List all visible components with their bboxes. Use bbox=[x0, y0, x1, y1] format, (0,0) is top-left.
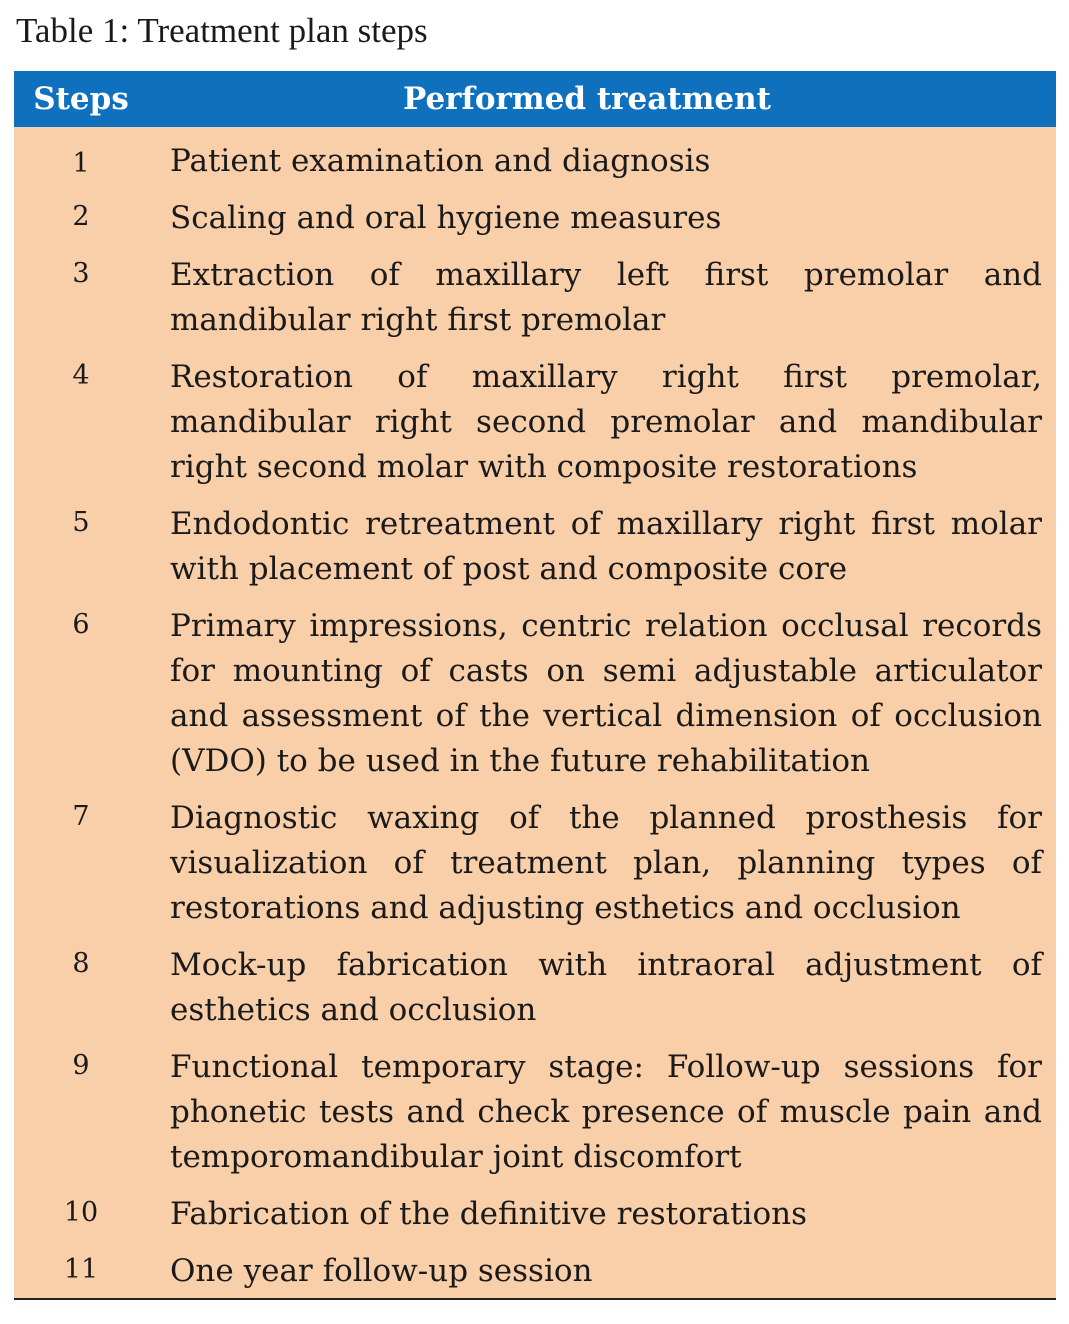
header-row bbox=[14, 71, 1056, 127]
header-performed-treatment: Performed treatment bbox=[402, 81, 772, 117]
table-caption: Table 1: Treatment plan steps bbox=[16, 11, 428, 50]
step-treatment: Patient examination and diagnosis bbox=[170, 143, 711, 179]
step-treatment: Extraction of maxillary left first premolar and mandibular right first premolar bbox=[170, 257, 1042, 338]
step-treatment: Scaling and oral hygiene measures bbox=[170, 200, 722, 236]
table-row bbox=[14, 1243, 1056, 1298]
step-treatment: Endodontic retreatment of maxillary right first molar with placement of post and composite core bbox=[170, 506, 1042, 587]
step-treatment: Restoration of maxillary right first premolar, mandibular right second premolar and mandibular right second molar with composite restorations bbox=[170, 359, 1042, 485]
table-header bbox=[14, 71, 1056, 127]
step-treatment: Functional temporary stage: Follow-up sessions for phonetic tests and check presence of muscle pain and temporomandibular joint discomfort bbox=[170, 1049, 1042, 1175]
table-row bbox=[14, 247, 1056, 349]
table-body bbox=[14, 127, 1056, 1298]
step-treatment: Mock-up fabrication with intraoral adjustment of esthetics and occlusion bbox=[170, 947, 1042, 1028]
table-bottom-rule bbox=[14, 1298, 1056, 1300]
step-number: 3 bbox=[72, 258, 90, 289]
table-row bbox=[14, 790, 1056, 937]
step-number: 4 bbox=[72, 360, 90, 391]
table-row bbox=[14, 1039, 1056, 1186]
step-number: 8 bbox=[72, 948, 90, 979]
step-number: 7 bbox=[72, 801, 90, 832]
table-row bbox=[14, 598, 1056, 790]
header-steps: Steps bbox=[33, 81, 129, 117]
step-number: 10 bbox=[63, 1197, 99, 1228]
step-number: 2 bbox=[72, 201, 90, 232]
table-row bbox=[14, 1186, 1056, 1243]
table-row bbox=[14, 937, 1056, 1039]
step-treatment: One year follow-up session bbox=[170, 1253, 593, 1289]
step-treatment: Fabrication of the definitive restorations bbox=[170, 1196, 808, 1232]
step-number: 5 bbox=[72, 507, 90, 538]
step-number: 1 bbox=[72, 148, 90, 179]
table-row bbox=[14, 349, 1056, 496]
table-row bbox=[14, 127, 1056, 190]
step-treatment: Diagnostic waxing of the planned prosthesis for visualization of treatment plan, planning types of restorations and adjusting esthetics and occlusion bbox=[170, 800, 1042, 926]
table-row bbox=[14, 190, 1056, 247]
treatment-plan-table bbox=[14, 71, 1056, 1300]
step-treatment: Primary impressions, centric relation occlusal records for mounting of casts on semi adjustable articulator and assessment of the vertical dimension of occlusion (VDO) to be used in the future rehabilitation bbox=[170, 608, 1042, 779]
step-number: 11 bbox=[63, 1254, 99, 1285]
table-row bbox=[14, 496, 1056, 598]
step-number: 9 bbox=[72, 1050, 90, 1081]
step-number: 6 bbox=[72, 609, 90, 640]
